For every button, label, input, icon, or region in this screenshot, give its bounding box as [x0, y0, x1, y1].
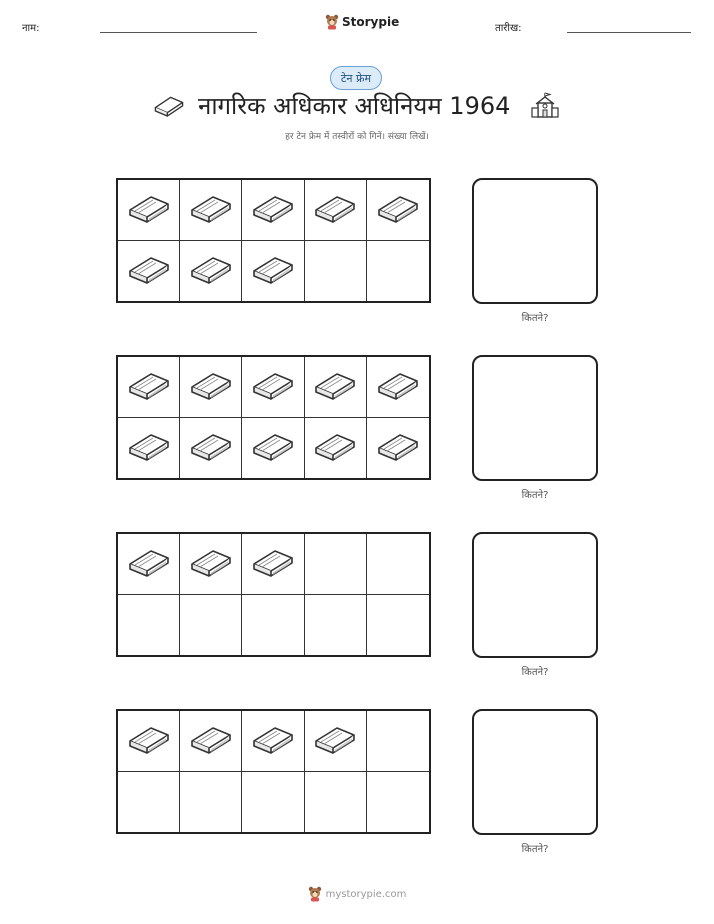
brand-logo [325, 14, 399, 30]
answer-box-1[interactable] [472, 178, 598, 304]
frame-cell [367, 711, 429, 772]
book-icon [126, 544, 172, 584]
frame-cell [180, 418, 242, 479]
bear-logo-icon [308, 886, 322, 902]
frame-cell [180, 241, 242, 302]
frame-cell [118, 534, 180, 595]
book-icon [375, 367, 421, 407]
frame-cell [305, 595, 367, 656]
answer-label-2: कितने? [521, 490, 549, 501]
answer-label-4: कितने? [521, 844, 549, 855]
book-icon [312, 721, 358, 761]
book-icon [188, 721, 234, 761]
book-icon [188, 251, 234, 291]
book-icon [188, 544, 234, 584]
frame-cell [305, 418, 367, 479]
frame-cell [305, 180, 367, 241]
page-title: नागरिक अधिकार अधिनियम 1964 [198, 92, 511, 120]
frame-cell [305, 241, 367, 302]
book-icon [126, 721, 172, 761]
frame-cell [180, 180, 242, 241]
book-icon [126, 367, 172, 407]
book-icon [126, 251, 172, 291]
book-icon [250, 428, 296, 468]
answer-label-1: कितने? [521, 313, 549, 324]
frame-cell [367, 534, 429, 595]
book-icon [312, 190, 358, 230]
book-icon [375, 190, 421, 230]
frame-cell [367, 772, 429, 833]
worksheet-type-badge: टेन फ्रेम [330, 66, 382, 90]
frame-cell [242, 241, 304, 302]
frame-cell [118, 357, 180, 418]
frame-cell [118, 180, 180, 241]
frame-cell [242, 357, 304, 418]
footer-url: mystorypie.com [325, 888, 407, 900]
ten-frame-4 [116, 709, 431, 834]
date-line [567, 32, 691, 33]
book-icon [126, 428, 172, 468]
ten-frame-3 [116, 532, 431, 657]
frame-cell [242, 595, 304, 656]
book-icon [250, 721, 296, 761]
frame-cell [367, 357, 429, 418]
book-icon [188, 190, 234, 230]
instructions: हर टेन फ्रेम में तस्वीरों को गिनें। संख्या लिखें। [285, 132, 429, 142]
brand-name: Storypie [342, 15, 400, 29]
frame-cell [242, 711, 304, 772]
answer-label-3: कितने? [521, 667, 549, 678]
book-icon [250, 251, 296, 291]
book-icon [188, 428, 234, 468]
frame-cell [180, 357, 242, 418]
frame-cell [367, 180, 429, 241]
frame-cell [180, 772, 242, 833]
frame-cell [367, 595, 429, 656]
book-icon [250, 367, 296, 407]
frame-cell [305, 772, 367, 833]
frame-cell [118, 595, 180, 656]
frame-cell [242, 772, 304, 833]
name-line [100, 32, 257, 33]
frame-cell [305, 357, 367, 418]
name-label: नाम: [22, 23, 40, 34]
bear-logo-icon [325, 14, 339, 30]
frame-cell [242, 180, 304, 241]
frame-cell [118, 772, 180, 833]
schoolhouse-icon [530, 91, 560, 121]
frame-cell [118, 418, 180, 479]
answer-box-2[interactable] [472, 355, 598, 481]
book-icon [152, 92, 186, 118]
frame-cell [242, 534, 304, 595]
book-icon [250, 190, 296, 230]
date-label: तारीख: [495, 23, 522, 34]
ten-frame-2 [116, 355, 431, 480]
book-icon [312, 367, 358, 407]
book-icon [126, 190, 172, 230]
frame-cell [180, 534, 242, 595]
frame-cell [180, 711, 242, 772]
frame-cell [367, 418, 429, 479]
book-icon [250, 544, 296, 584]
frame-cell [118, 711, 180, 772]
ten-frame-1 [116, 178, 431, 303]
footer [0, 886, 714, 902]
book-icon [188, 367, 234, 407]
frame-cell [118, 241, 180, 302]
book-icon [375, 428, 421, 468]
frame-cell [305, 711, 367, 772]
answer-box-4[interactable] [472, 709, 598, 835]
frame-cell [305, 534, 367, 595]
answer-box-3[interactable] [472, 532, 598, 658]
frame-cell [242, 418, 304, 479]
frame-cell [367, 241, 429, 302]
book-icon [312, 428, 358, 468]
frame-cell [180, 595, 242, 656]
